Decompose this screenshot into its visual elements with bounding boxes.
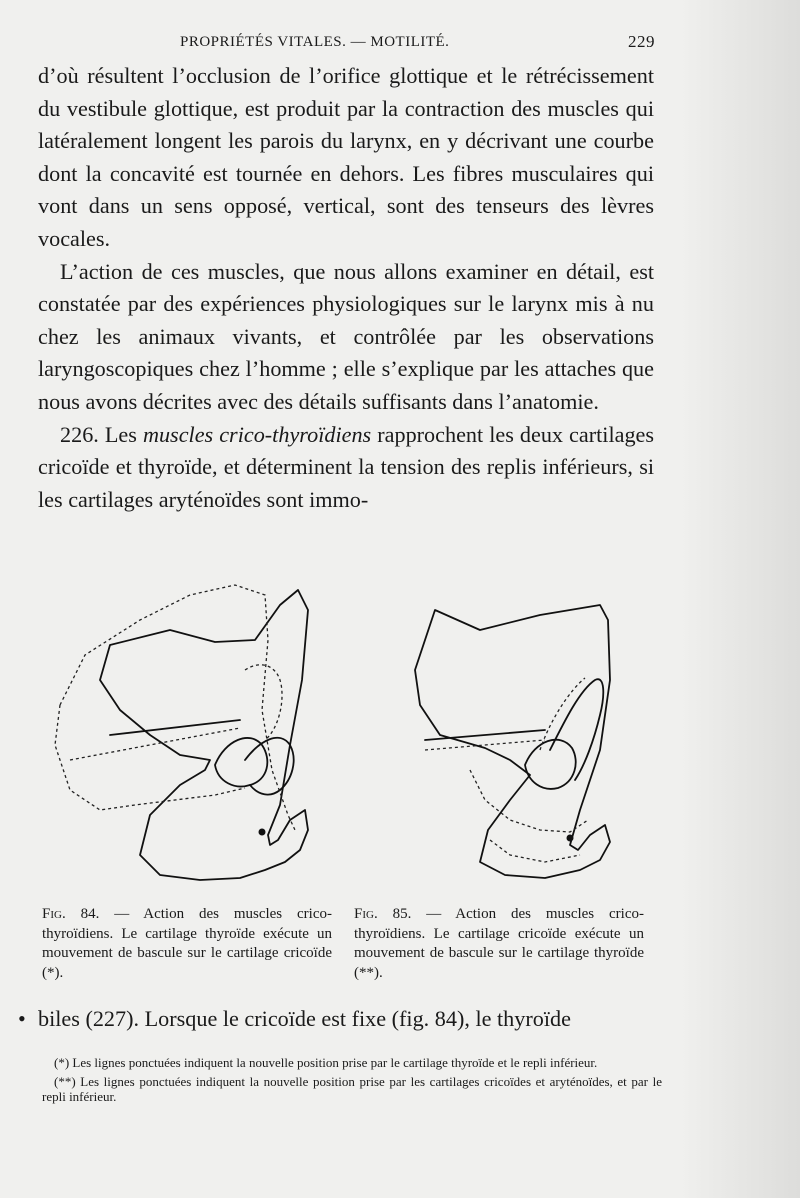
figure-85-dotted (425, 678, 588, 862)
continuation-line (18, 1003, 658, 1035)
paragraph-1: d’où résultent l’occlusion de l’orifice glottique et le rétrécissement du vestibule glottique, est produit par la contraction des muscles qui latéralement longent les parois du larynx, en y décrivant une courbe dont la concavité est tournée en dehors. Les fibres musculaires qui vont dans un sens opposé, vertical, sont des tenseurs des lèvres vocales. (38, 63, 654, 251)
main-text (38, 60, 654, 516)
figure-85-drawing (415, 605, 610, 878)
fig-85-number: Fig. 85. (354, 906, 412, 922)
fig85-lower-dotted (490, 840, 580, 862)
fig84-point (259, 829, 266, 836)
fig85-cricoid-solid (525, 740, 576, 789)
footnote-2: (**) Les lignes ponctuées indiquent la nouvelle position prise par les cartilages cricoïdes et aryténoïdes, et par le repli inférieur. (42, 1074, 662, 1104)
fig84-thyroid-solid (100, 590, 308, 880)
caption-fig-85 (354, 905, 644, 983)
figure-84-drawing (100, 590, 308, 880)
paragraph-3-italic: muscles crico-thyroïdiens (142, 421, 372, 447)
fig85-arytenoid-dotted (540, 678, 585, 750)
fig-84-number: Fig. 84. (42, 906, 100, 922)
fig84-arytenoid-dotted (245, 665, 282, 740)
continuation-text: biles (227). Lorsque le cricoïde est fixe (fig. 84), le thyroïde (38, 1006, 571, 1031)
fig-85-text: — Action des muscles crico-thyroïdiens. Le cartilage cricoïde exécute un mouvement de bascule sur le cartilage thyroïde (**). (354, 906, 644, 981)
footnote-1: (*) Les lignes ponctuées indiquent la nouvelle position prise par le cartilage thyroïde et le repli inférieur. (54, 1055, 598, 1070)
section-number: 226. (60, 421, 99, 447)
margin-bullet: • (18, 1006, 26, 1031)
fig84-vocal-line-solid (110, 720, 240, 735)
caption-fig-84 (42, 905, 332, 983)
fig85-thyroid-solid (415, 605, 610, 878)
fig84-vocal-line-dotted (70, 728, 240, 760)
figure-captions (42, 905, 662, 995)
fig-84-text: — Action des muscles crico-thyroïdiens. Le cartilage thyroïde exécute un mouvement de bascule sur le cartilage cricoïde (*). (42, 906, 332, 981)
paragraph-3-rest: rapprochent les deux cartilages cricoïde et thyroïde, et déterminent la tension des replis inférieurs, si les cartilages aryténoïdes sont immo- (38, 421, 655, 512)
running-title: PROPRIÉTÉS VITALES. — MOTILITÉ. (180, 34, 450, 50)
paragraph-3 (38, 419, 654, 517)
paragraph-3-lead: Les (104, 421, 137, 447)
running-header (40, 30, 655, 56)
larynx-figures (40, 570, 660, 900)
figures-area (40, 570, 660, 900)
fig85-point (567, 835, 574, 842)
page-edge-shadow (680, 0, 800, 1198)
footnotes (42, 1055, 662, 1108)
paragraph-2: L’action de ces muscles, que nous allons examiner en détail, est constatée par des expériences physiologiques sur le larynx mis à nu chez les animaux vivants, et contrôlée par les observations laryngoscopiques chez l’homme ; elle s’explique par les attaches que nous avons décrites avec des détails suffisants dans l’anatomie. (38, 258, 654, 414)
page-number: 229 (628, 32, 655, 51)
